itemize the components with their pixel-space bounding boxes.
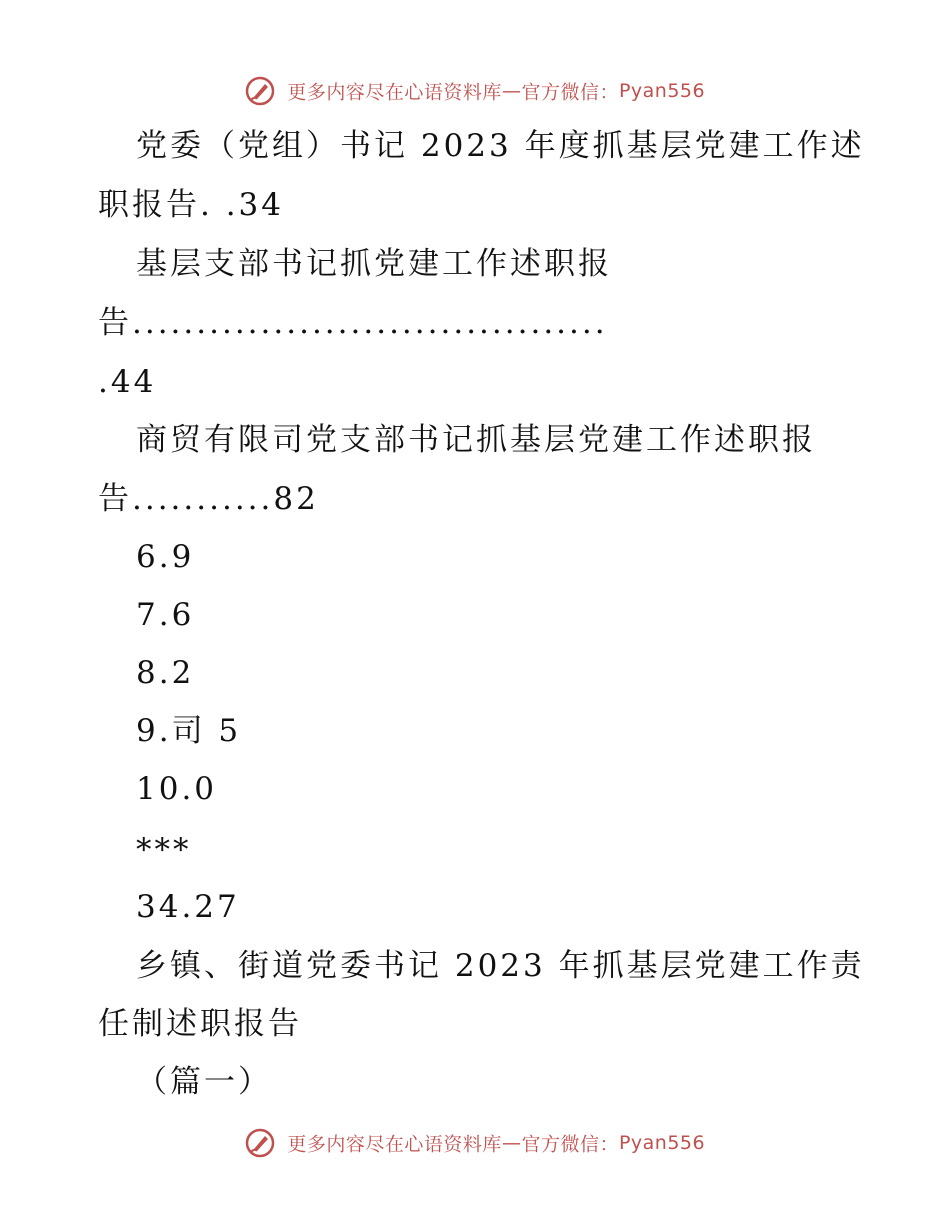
toc-line: 职报告. .34 <box>98 187 285 223</box>
toc-line: *** <box>136 832 192 868</box>
toc-line: 乡镇、街道党委书记 2023 年抓基层党建工作责 <box>136 948 865 984</box>
toc-line: 7.6 <box>136 597 195 633</box>
toc-line: 告..................................... <box>98 305 608 341</box>
watermark-dash: — <box>501 1132 522 1154</box>
toc-line: 9.司 5 <box>136 713 242 749</box>
pen-seal-icon <box>245 1128 275 1158</box>
pen-seal-icon <box>245 76 275 106</box>
watermark-text: 更多内容尽在心语资料库 <box>287 1133 502 1156</box>
toc-line: 8.2 <box>136 655 195 691</box>
toc-line: 商贸有限司党支部书记抓基层党建工作述职报 <box>136 422 816 458</box>
watermark-account: Pyan556 <box>618 80 706 102</box>
watermark-dash: — <box>501 80 522 102</box>
toc-line: 10.0 <box>136 771 218 807</box>
toc-line: 6.9 <box>136 539 195 575</box>
watermark-text: 更多内容尽在心语资料库 <box>287 81 502 104</box>
toc-line: 党委（党组）书记 2023 年度抓基层党建工作述 <box>136 128 865 164</box>
footer-watermark <box>0 1128 950 1158</box>
toc-line: .44 <box>98 364 157 400</box>
watermark-account: Pyan556 <box>618 1132 706 1154</box>
toc-line: 34.27 <box>136 889 240 925</box>
watermark-label: 官方微信： <box>521 81 619 104</box>
header-watermark <box>0 76 950 106</box>
watermark-label: 官方微信： <box>521 1133 619 1156</box>
toc-line: 基层支部书记抓党建工作述职报 <box>136 246 612 282</box>
section-title: （篇一） <box>136 1064 272 1100</box>
toc-line: 告...........82 <box>98 481 319 517</box>
toc-line: 任制述职报告 <box>98 1006 302 1042</box>
